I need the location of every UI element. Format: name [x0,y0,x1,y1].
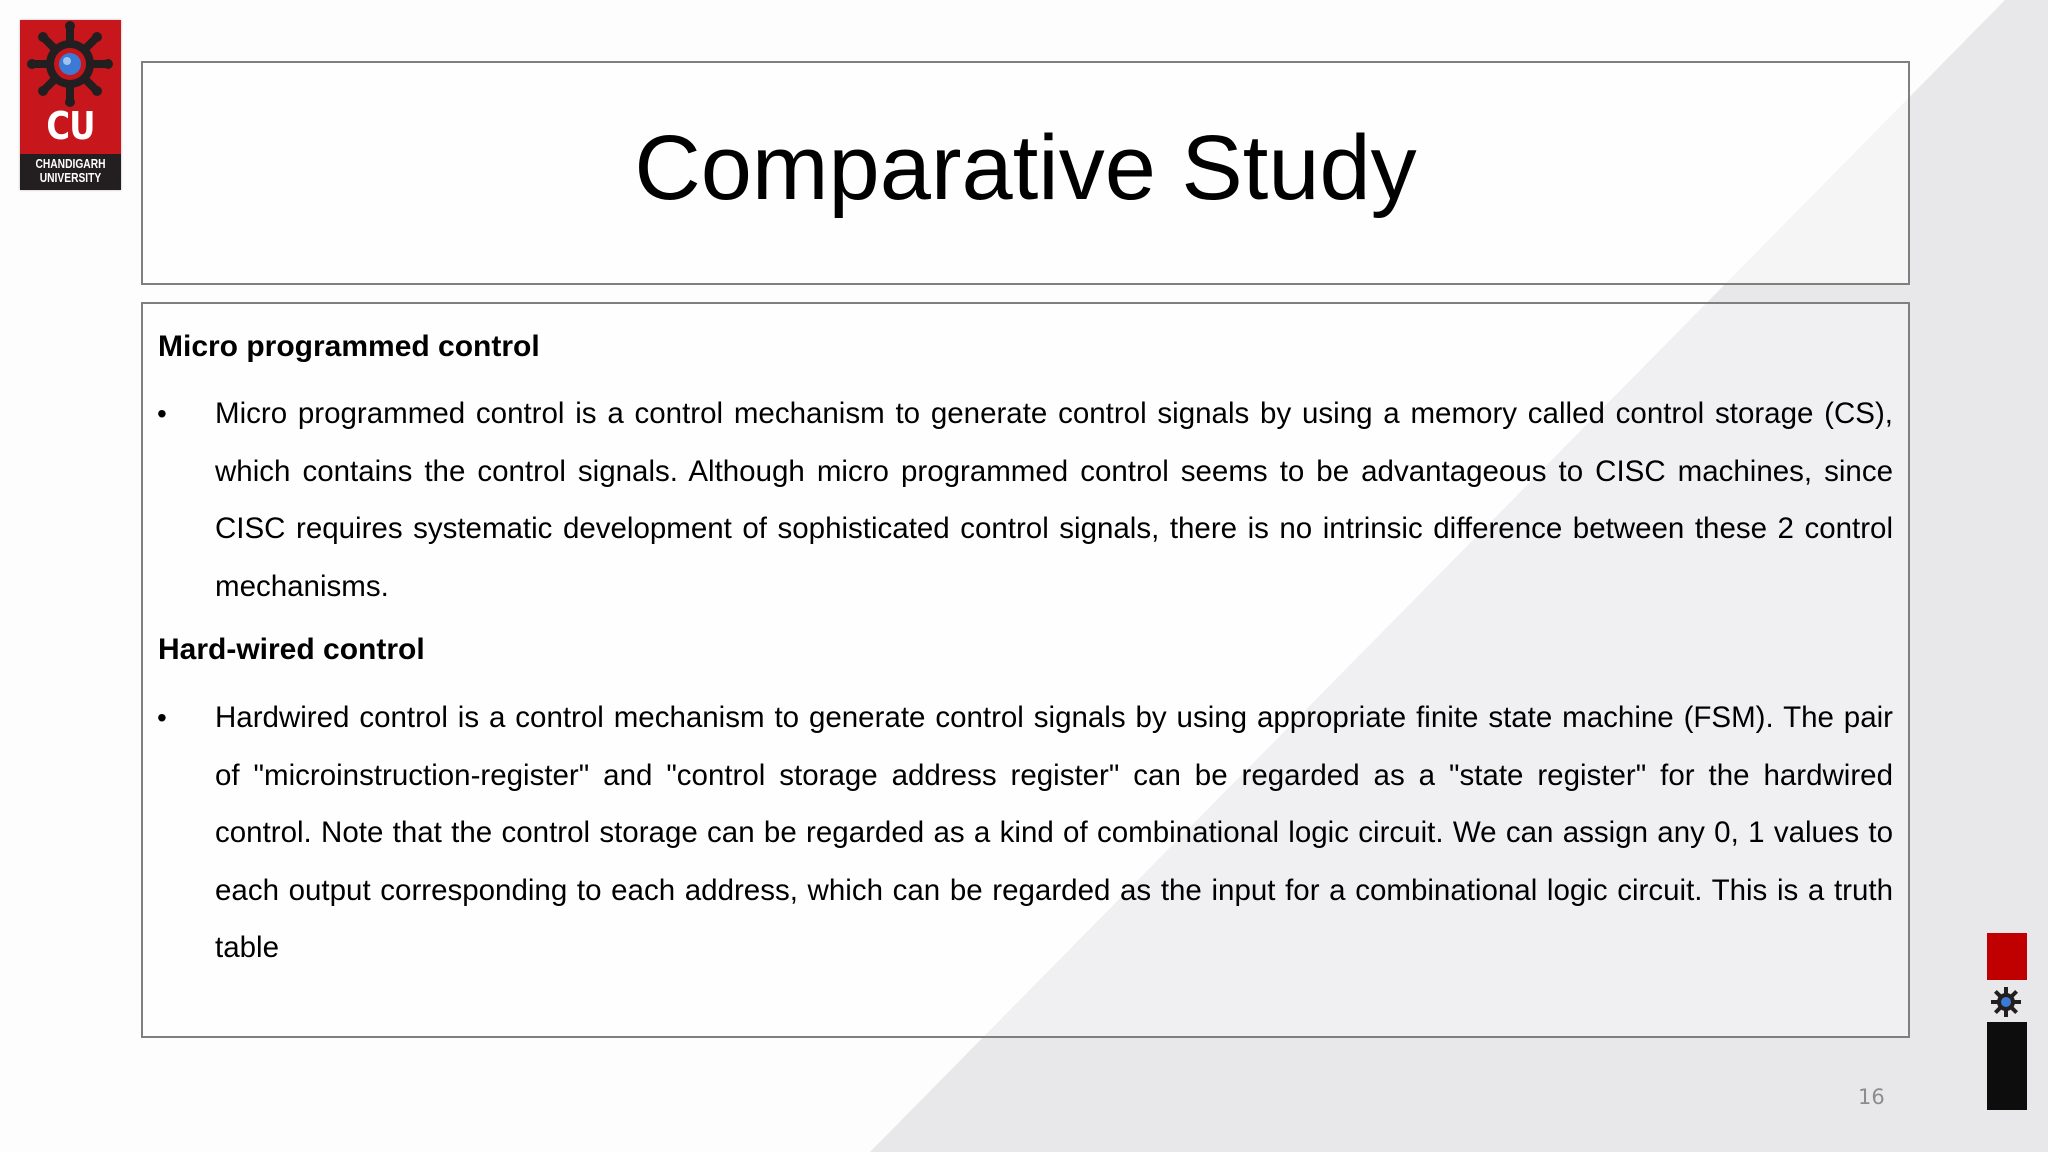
gear-emblem-icon [20,20,121,110]
logo-abbreviation: CU [46,104,95,148]
section-heading-hard-wired: Hard-wired control [158,633,425,666]
page-number: 16 [1858,1085,1885,1109]
small-gear-icon [1989,985,2023,1019]
bullet-marker: • [157,702,167,733]
bullet-text-hard-wired: Hardwired control is a control mechanism to generate control signals by using appropriate finite state machine (FSM). The pair of "microinstruction-register" and "control storage address register" can be regarded as a "state register" for the hardwired control. Note that the control storage can be regarded as a kind of combinational logic circuit. We can assign any 0, 1 values to each output corresponding to each address, which can be regarded as the input for a combinational logic circuit. This is a truth table [215,701,1893,965]
side-accent-black-block [1987,1022,2027,1110]
section-heading-micro-programmed: Micro programmed control [158,330,540,363]
slide-title: Comparative Study [634,117,1417,219]
university-logo [20,20,121,190]
logo-university-name [29,157,112,185]
logo-name-line2: UNIVERSITY [39,171,102,185]
logo-name-line1: CHANDIGARH [35,157,106,171]
title-placeholder [141,61,1910,285]
bullet-marker: • [157,398,167,429]
bullet-text-micro-programmed: Micro programmed control is a control mechanism to generate control signals by using a memory called control storage (CS), which contains the control signals. Although micro programmed control seems to be advantageous to CISC machines, since CISC requires systematic development of sophisticated control signals, there is no intrinsic difference between these 2 control mechanisms. [215,397,1893,603]
content-placeholder [141,302,1910,1038]
side-accent-red-block [1987,933,2027,980]
